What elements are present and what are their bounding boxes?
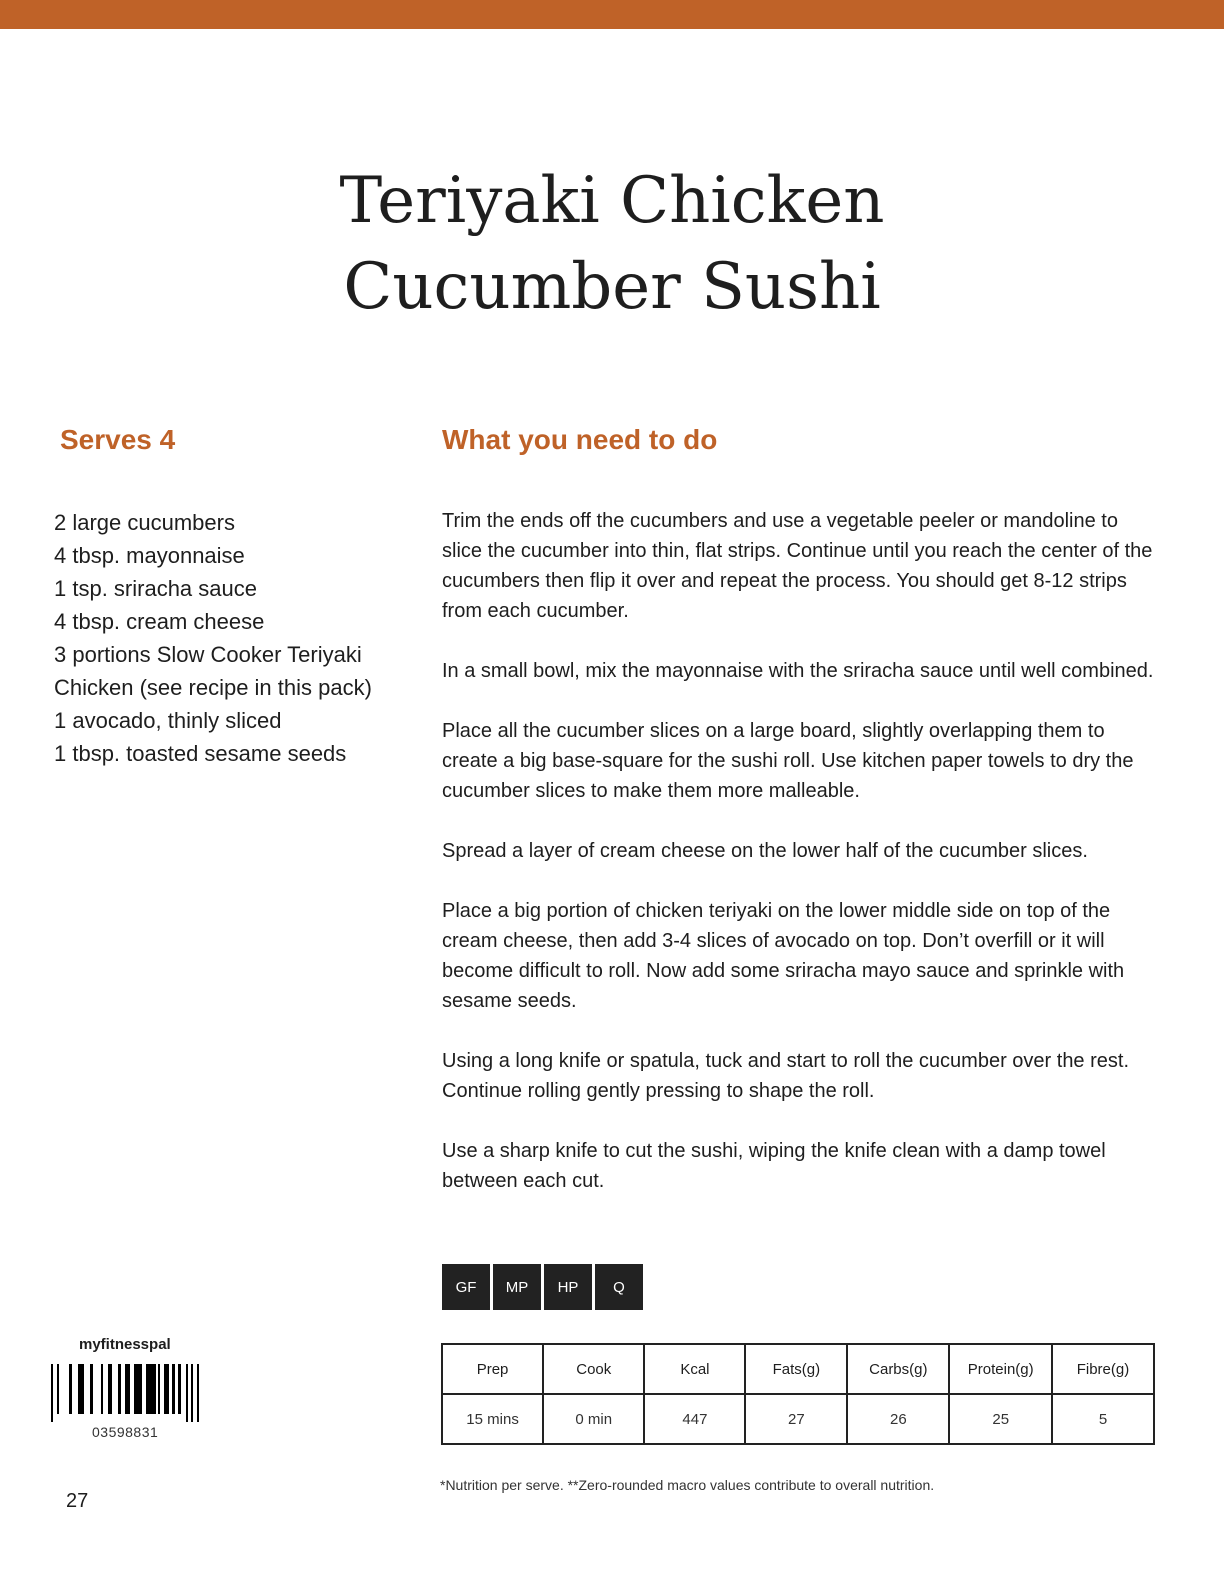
ingredient-item: 2 large cucumbers [54, 510, 235, 535]
value-protein: 25 [949, 1394, 1052, 1444]
method-steps [442, 506, 1162, 1226]
header-fats: Fats(g) [745, 1344, 847, 1394]
value-fats: 27 [745, 1394, 847, 1444]
method-step: Using a long knife or spatula, tuck and start to roll the cucumber over the rest. Continue rolling gently pressing to shape the roll. [442, 1050, 1130, 1102]
method-step: Trim the ends off the cucumbers and use a vegetable peeler or mandoline to slice the cucumber into thin, flat strips. Continue until you reach the center of the cucumbers then flip it over and repeat the process. You should get 8-12 strips from each cucumber. [442, 510, 1153, 622]
method-step: Place a big portion of chicken teriyaki on the lower middle side on top of the cream cheese, then add 3-4 slices of avocado on top. Don’t overfill or it will become difficult to roll. Now add some sriracha mayo sauce and sprinkle with sesame seeds. [442, 900, 1125, 1012]
tag-meal-prep: MP [493, 1264, 541, 1310]
myfitnesspal-label: myfitnesspal [79, 1336, 171, 1353]
barcode-icon [51, 1364, 203, 1422]
value-fibre: 5 [1052, 1394, 1154, 1444]
ingredient-item: 1 tbsp. toasted sesame seeds [54, 741, 347, 766]
tag-high-protein: HP [544, 1264, 592, 1310]
header-prep: Prep [442, 1344, 543, 1394]
value-cook: 0 min [543, 1394, 644, 1444]
barcode-number: 03598831 [92, 1424, 159, 1440]
tag-quick: Q [595, 1264, 643, 1310]
header-fibre: Fibre(g) [1052, 1344, 1154, 1394]
ingredient-list [54, 506, 394, 770]
ingredient-item: 3 portions Slow Cooker Teriyaki Chicken (see recipe in this pack) [54, 642, 372, 700]
nutrition-header-row [442, 1344, 1154, 1394]
ingredient-item: 1 avocado, thinly sliced [54, 708, 282, 733]
method-step: Spread a layer of cream cheese on the lower half of the cucumber slices. [442, 840, 1088, 862]
value-carbs: 26 [847, 1394, 949, 1444]
ingredient-item: 1 tsp. sriracha sauce [54, 576, 257, 601]
ingredient-item: 4 tbsp. cream cheese [54, 609, 265, 634]
ingredient-item: 4 tbsp. mayonnaise [54, 543, 245, 568]
method-step: Use a sharp knife to cut the sushi, wiping the knife clean with a damp towel between each cut. [442, 1140, 1106, 1192]
header-protein: Protein(g) [949, 1344, 1052, 1394]
method-heading: What you need to do [442, 424, 718, 455]
diet-tags [442, 1264, 643, 1310]
value-prep: 15 mins [442, 1394, 543, 1444]
method-step: Place all the cucumber slices on a large board, slightly overlapping them to create a big base-square for the sushi roll. Use kitchen paper towels to dry the cucumber slices to make them more malleable. [442, 720, 1134, 802]
top-accent-bar [0, 0, 1224, 29]
recipe-title-line-2: Cucumber Sushi [343, 250, 881, 324]
nutrition-table [441, 1343, 1155, 1445]
method-step: In a small bowl, mix the mayonnaise with the sriracha sauce until well combined. [442, 660, 1154, 682]
recipe-title-line-1: Teriyaki Chicken [339, 164, 885, 238]
recipe-title [0, 158, 1224, 330]
nutrition-value-row [442, 1394, 1154, 1444]
header-cook: Cook [543, 1344, 644, 1394]
page-number: 27 [66, 1490, 89, 1512]
header-carbs: Carbs(g) [847, 1344, 949, 1394]
header-kcal: Kcal [644, 1344, 745, 1394]
tag-gluten-free: GF [442, 1264, 490, 1310]
nutrition-footnote: *Nutrition per serve. **Zero-rounded macro values contribute to overall nutrition. [440, 1477, 935, 1493]
serves-heading: Serves 4 [60, 424, 176, 455]
value-kcal: 447 [644, 1394, 745, 1444]
